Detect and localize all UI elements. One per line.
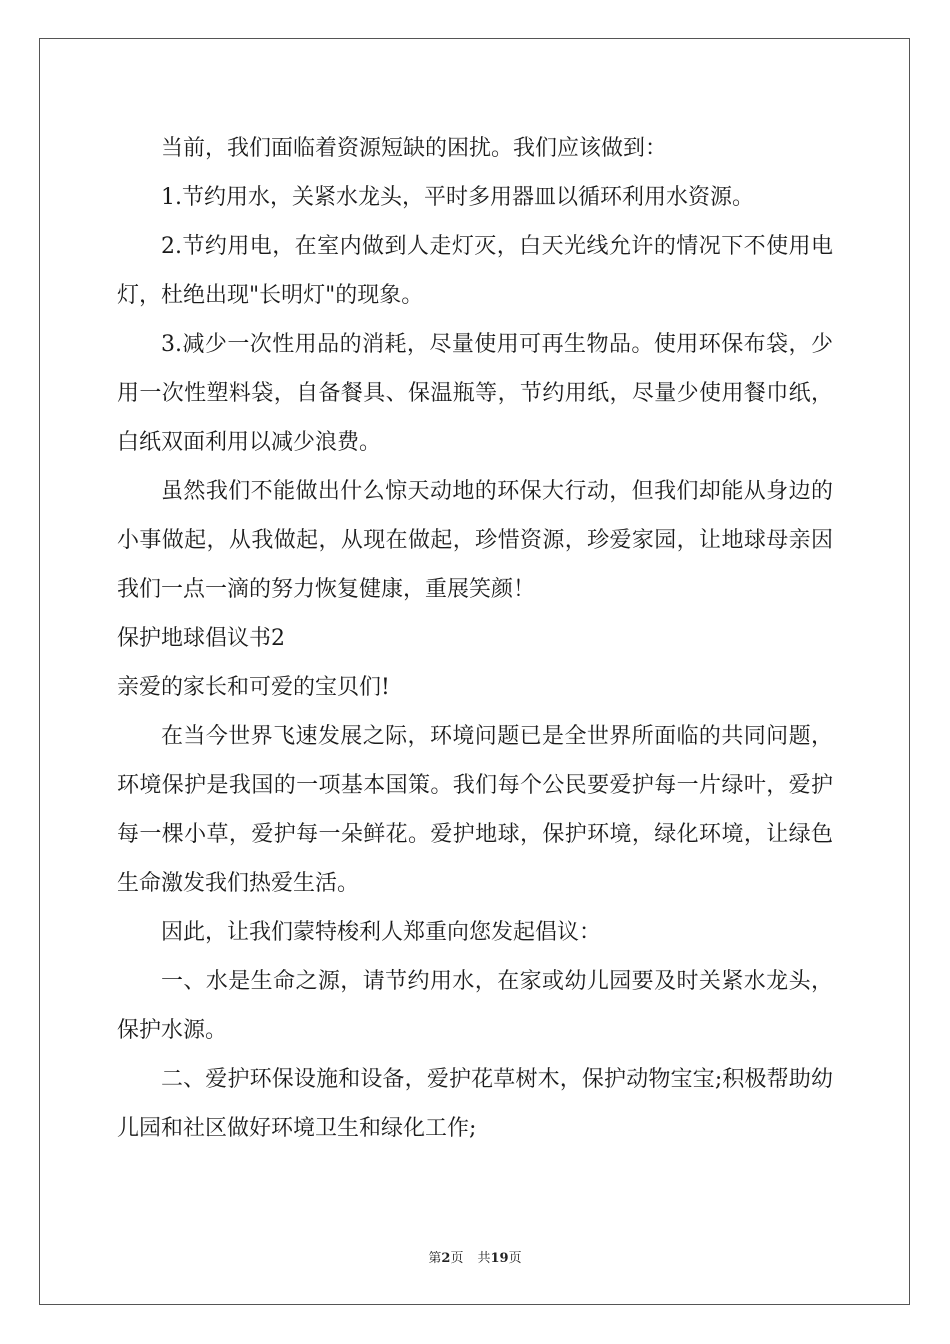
page-unit: 页	[450, 1251, 464, 1266]
paragraph: 在当今世界飞速发展之际，环境问题已是全世界所面临的共同问题，环境保护是我国的一项基本国策。我们每个公民要爱护每一片绿叶，爱护每一棵小草，爱护每一朵鲜花。爱护地球，保护环境，绿化环境，让绿色生命激发我们热爱生活。	[117, 724, 833, 896]
list-item: 1.节约用水，关紧水龙头，平时多用器皿以循环利用水资源。	[161, 185, 754, 210]
page-prefix: 第	[428, 1251, 442, 1266]
page-footer	[0, 1247, 950, 1266]
paragraph: 当前，我们面临着资源短缺的困扰。我们应该做到：	[161, 136, 668, 161]
total-prefix: 共	[477, 1251, 491, 1266]
section-title: 保护地球倡议书2	[117, 626, 285, 651]
salutation: 亲爱的家长和可爱的宝贝们!	[117, 675, 390, 700]
list-item: 二、爱护环保设施和设备，爱护花草树木，保护动物宝宝;积极帮助幼儿园和社区做好环境卫生和绿化工作;	[117, 1067, 833, 1141]
total-unit: 页	[508, 1251, 522, 1266]
page-current: 2	[441, 1251, 451, 1266]
list-item: 一、水是生命之源，请节约用水，在家或幼儿园要及时关紧水龙头，保护水源。	[117, 969, 833, 1043]
document-body	[117, 124, 833, 1153]
list-item: 2.节约用电，在室内做到人走灯灭，白天光线允许的情况下不使用电灯，杜绝出现"长明灯"的现象。	[117, 234, 833, 308]
paragraph: 因此，让我们蒙特梭利人郑重向您发起倡议：	[161, 920, 602, 945]
paragraph: 虽然我们不能做出什么惊天动地的环保大行动，但我们却能从身边的小事做起，从我做起，从现在做起，珍惜资源，珍爱家园，让地球母亲因我们一点一滴的努力恢复健康，重展笑颜！	[117, 479, 833, 602]
list-item: 3.减少一次性用品的消耗，尽量使用可再生物品。使用环保布袋，少用一次性塑料袋，自备餐具、保温瓶等，节约用纸，尽量少使用餐巾纸，白纸双面利用以减少浪费。	[117, 332, 833, 455]
page-total: 19	[490, 1251, 509, 1266]
